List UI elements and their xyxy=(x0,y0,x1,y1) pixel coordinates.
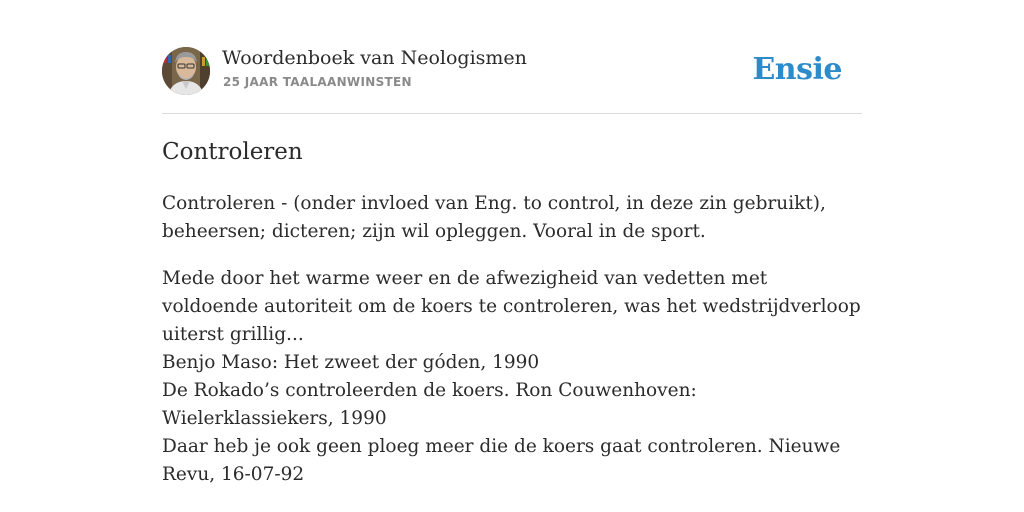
quote-1-text: Mede door het warme weer en de afwezigheid van vedetten met voldoende autoriteit om de koers te controleren, was het wedstrijdverloop uiterst grillig... xyxy=(162,268,861,345)
portrait-icon xyxy=(162,47,210,95)
ensie-logo[interactable]: Ensie xyxy=(752,52,842,87)
site-title[interactable]: Woordenboek van Neologismen xyxy=(222,47,527,69)
site-subtitle: 25 JAAR TAALAANWINSTEN xyxy=(223,75,412,89)
entry-definition: Controleren - (onder invloed van Eng. to control, in deze zin gebruikt), beheersen; dicteren; zijn wil opleggen. Vooral in de sport. xyxy=(162,193,826,242)
quote-2: De Rokado’s controleerden de koers. Ron Couwenhoven: Wielerklassiekers, 1990 xyxy=(162,380,697,429)
header-divider xyxy=(162,113,862,114)
author-avatar[interactable] xyxy=(162,47,210,95)
quote-1 xyxy=(162,265,862,377)
quote-3: Daar heb je ook geen ploeg meer die de koers gaat controleren. Nieuwe Revu, 16-07-92 xyxy=(162,436,841,485)
site-header xyxy=(162,46,862,96)
entry-title: Controleren xyxy=(162,139,303,165)
quote-1-source: Benjo Maso: Het zweet der góden, 1990 xyxy=(162,352,540,373)
